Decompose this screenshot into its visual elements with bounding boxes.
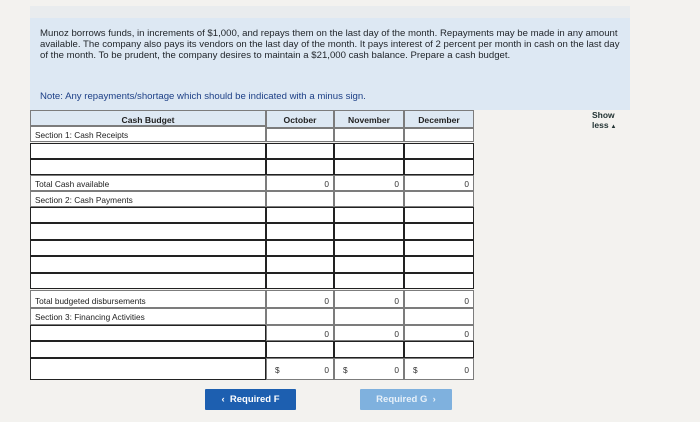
receipt-oct-input-2[interactable] (266, 159, 334, 175)
total-disb-oct: 0 (266, 290, 334, 308)
ending-nov-cell (334, 358, 404, 380)
receipt-dec-input-2[interactable] (404, 159, 474, 175)
total-cash-nov: 0 (334, 175, 404, 191)
chevron-right-icon: › (432, 394, 436, 405)
financing-oct: 0 (266, 325, 334, 341)
payment-dec-input-3[interactable] (404, 240, 474, 256)
total-disb-nov: 0 (334, 290, 404, 308)
payment-oct-input-5[interactable] (266, 273, 334, 289)
payment-nov-input-4[interactable] (334, 256, 404, 273)
blank-cell (334, 308, 404, 325)
payment-label-input-4[interactable] (30, 256, 266, 273)
payment-label-input-1[interactable] (30, 207, 266, 223)
payment-oct-input-3[interactable] (266, 240, 334, 256)
chevron-left-icon: ‹ (221, 394, 225, 405)
payment-oct-input-1[interactable] (266, 207, 334, 223)
dollar-sign: $ (275, 365, 280, 375)
receipt-nov-input-1[interactable] (334, 143, 404, 159)
ending-oct: 0 (324, 365, 329, 375)
next-required-button[interactable] (360, 389, 452, 410)
payment-dec-input-4[interactable] (404, 256, 474, 273)
problem-text: Munoz borrows funds, in increments of $1,000, and repays them on the last day of the month. Repayments may be made in any amount available. The company also pays its vendors on the last day of the month. It pays interest of 2 percent per month in cash on the last day of the month. To be prudent, the company desires to maintain a $21,000 cash balance. Prepare a cash budget. (40, 28, 620, 61)
show-less-label: Show less (592, 110, 615, 130)
next-button-label: Required G (376, 394, 428, 405)
payment-label-input-2[interactable] (30, 223, 266, 240)
ending-dec: 0 (464, 365, 469, 375)
section2-label: Section 2: Cash Payments (30, 191, 266, 207)
blank-cell (334, 191, 404, 207)
payment-oct-input-4[interactable] (266, 256, 334, 273)
section3-label: Section 3: Financing Activities (30, 308, 266, 325)
total-disb-label: Total budgeted disbursements (30, 290, 266, 308)
ending-oct-cell (266, 358, 334, 380)
dollar-sign: $ (343, 365, 348, 375)
blank-cell (404, 128, 474, 142)
prev-button-label: Required F (229, 394, 280, 405)
financing-label-input-2[interactable] (30, 341, 266, 358)
blank-cell (266, 308, 334, 325)
dollar-sign: $ (413, 365, 418, 375)
payment-label-input-5[interactable] (30, 273, 266, 289)
month-header-november: November (334, 110, 404, 128)
blank-cell (334, 128, 404, 142)
receipt-dec-input-1[interactable] (404, 143, 474, 159)
financing-oct-input[interactable] (266, 341, 334, 358)
note-text: Note: Any repayments/shortage which should be indicated with a minus sign. (40, 91, 366, 102)
total-cash-oct: 0 (266, 175, 334, 191)
total-cash-label: Total Cash available (30, 175, 266, 191)
ending-dec-cell (404, 358, 474, 380)
payment-label-input-3[interactable] (30, 240, 266, 256)
receipt-oct-input-1[interactable] (266, 143, 334, 159)
show-less-link[interactable] (592, 110, 630, 130)
financing-dec: 0 (404, 325, 474, 341)
financing-nov: 0 (334, 325, 404, 341)
payment-dec-input-1[interactable] (404, 207, 474, 223)
receipt-label-input-2[interactable] (30, 159, 266, 175)
section1-label: Section 1: Cash Receipts (30, 126, 266, 142)
month-header-october: October (266, 110, 334, 128)
financing-dec-input[interactable] (404, 341, 474, 358)
blank-cell (266, 191, 334, 207)
month-header-december: December (404, 110, 474, 128)
payment-nov-input-5[interactable] (334, 273, 404, 289)
payment-nov-input-1[interactable] (334, 207, 404, 223)
financing-label-input-1[interactable] (30, 325, 266, 341)
receipt-label-input-1[interactable] (30, 143, 266, 159)
table-title: Cash Budget (30, 110, 266, 126)
receipt-nov-input-2[interactable] (334, 159, 404, 175)
financing-nov-input[interactable] (334, 341, 404, 358)
blank-cell (404, 308, 474, 325)
blank-cell (266, 128, 334, 142)
blank-cell (404, 191, 474, 207)
ending-label-input[interactable] (30, 358, 266, 380)
payment-dec-input-2[interactable] (404, 223, 474, 240)
triangle-up-icon: ▲ (610, 124, 617, 130)
total-disb-dec: 0 (404, 290, 474, 308)
payment-nov-input-2[interactable] (334, 223, 404, 240)
payment-nov-input-3[interactable] (334, 240, 404, 256)
prev-required-button[interactable] (205, 389, 296, 410)
ending-nov: 0 (394, 365, 399, 375)
payment-oct-input-2[interactable] (266, 223, 334, 240)
total-cash-dec: 0 (404, 175, 474, 191)
payment-dec-input-5[interactable] (404, 273, 474, 289)
